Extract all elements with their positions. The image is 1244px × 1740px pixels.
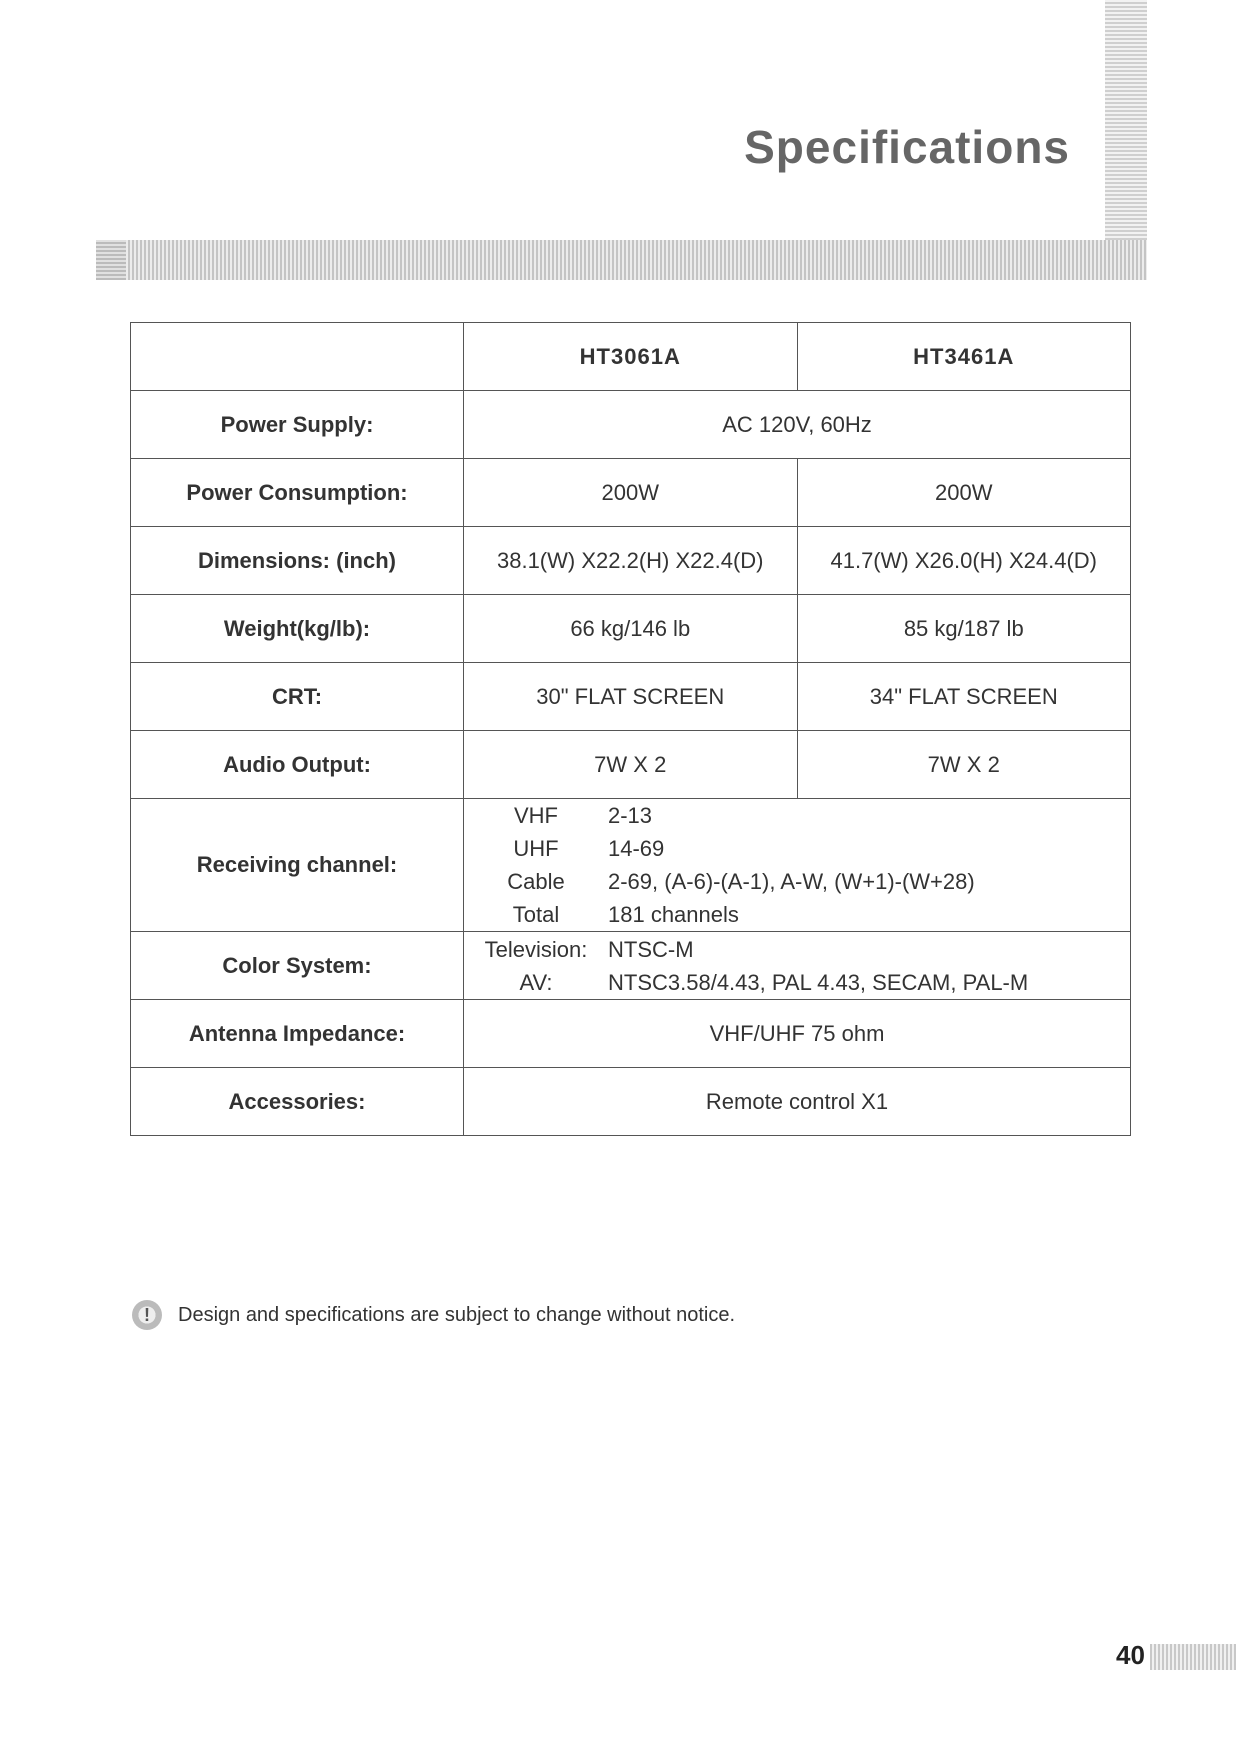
table-row xyxy=(131,663,1131,731)
notice-text: Design and specifications are subject to change without notice. xyxy=(178,1303,736,1326)
row-label-dimensions: Dimensions: (inch) xyxy=(131,527,464,595)
table-row xyxy=(131,595,1131,663)
accessories-value: Remote control X1 xyxy=(464,1068,1131,1136)
row-label-accessories: Accessories: xyxy=(131,1068,464,1136)
weight-ht3061a: 66 kg/146 lb xyxy=(464,595,798,663)
header-band-tab xyxy=(96,240,126,280)
notice xyxy=(132,1300,735,1330)
table-row xyxy=(131,731,1131,799)
table-row xyxy=(131,459,1131,527)
row-label-power-consumption: Power Consumption: xyxy=(131,459,464,527)
row-label-color-system: Color System: xyxy=(131,932,464,1000)
color-system-values xyxy=(464,932,1131,1000)
row-label-power-supply: Power Supply: xyxy=(131,391,464,459)
title-side-bar xyxy=(1105,0,1147,240)
table-row xyxy=(131,527,1131,595)
color-system-line: Television: NTSC-M xyxy=(484,936,694,962)
dimensions-ht3061a: 38.1(W) X22.2(H) X22.4(D) xyxy=(464,527,798,595)
model-header-ht3061a: HT3061A xyxy=(464,323,798,391)
dimensions-ht3461a: 41.7(W) X26.0(H) X24.4(D) xyxy=(797,527,1131,595)
specifications-table xyxy=(130,322,1131,1136)
power-consumption-ht3061a: 200W xyxy=(464,459,798,527)
receiving-line: Total 181 channels xyxy=(512,902,739,927)
crt-ht3061a: 30" FLAT SCREEN xyxy=(464,663,798,731)
audio-ht3461a: 7W X 2 xyxy=(797,731,1131,799)
table-row xyxy=(131,1068,1131,1136)
power-supply-value: AC 120V, 60Hz xyxy=(464,391,1131,459)
warning-icon: ! xyxy=(132,1300,162,1330)
page-number: 40 xyxy=(1116,1640,1145,1670)
receiving-line: Cable 2-69, (A-6)-(A-1), A-W, (W+1)-(W+28) xyxy=(507,869,975,894)
table-header-row xyxy=(131,323,1131,391)
row-label-receiving-channel: Receiving channel: xyxy=(131,799,464,932)
receiving-channel-values xyxy=(464,799,1131,932)
power-consumption-ht3461a: 200W xyxy=(797,459,1131,527)
table-row xyxy=(131,799,1131,932)
table-row xyxy=(131,1000,1131,1068)
receiving-line: UHF 14-69 xyxy=(513,836,665,861)
weight-ht3461a: 85 kg/187 lb xyxy=(797,595,1131,663)
page-title: Specifications xyxy=(744,121,1070,173)
table-row xyxy=(131,932,1131,1000)
color-system-line: AV: NTSC3.58/4.43, PAL 4.43, SECAM, PAL-M xyxy=(519,969,1029,995)
model-header-ht3461a: HT3461A xyxy=(797,323,1131,391)
empty-header-cell xyxy=(131,323,464,391)
table-row xyxy=(131,391,1131,459)
antenna-impedance-value: VHF/UHF 75 ohm xyxy=(464,1000,1131,1068)
row-label-antenna-impedance: Antenna Impedance: xyxy=(131,1000,464,1068)
receiving-line: VHF 2-13 xyxy=(514,803,653,828)
row-label-audio-output: Audio Output: xyxy=(131,731,464,799)
crt-ht3461a: 34" FLAT SCREEN xyxy=(797,663,1131,731)
audio-ht3061a: 7W X 2 xyxy=(464,731,798,799)
row-label-weight: Weight(kg/lb): xyxy=(131,595,464,663)
header-band xyxy=(96,240,1147,280)
page-number-bar xyxy=(1150,1644,1236,1670)
row-label-crt: CRT: xyxy=(131,663,464,731)
